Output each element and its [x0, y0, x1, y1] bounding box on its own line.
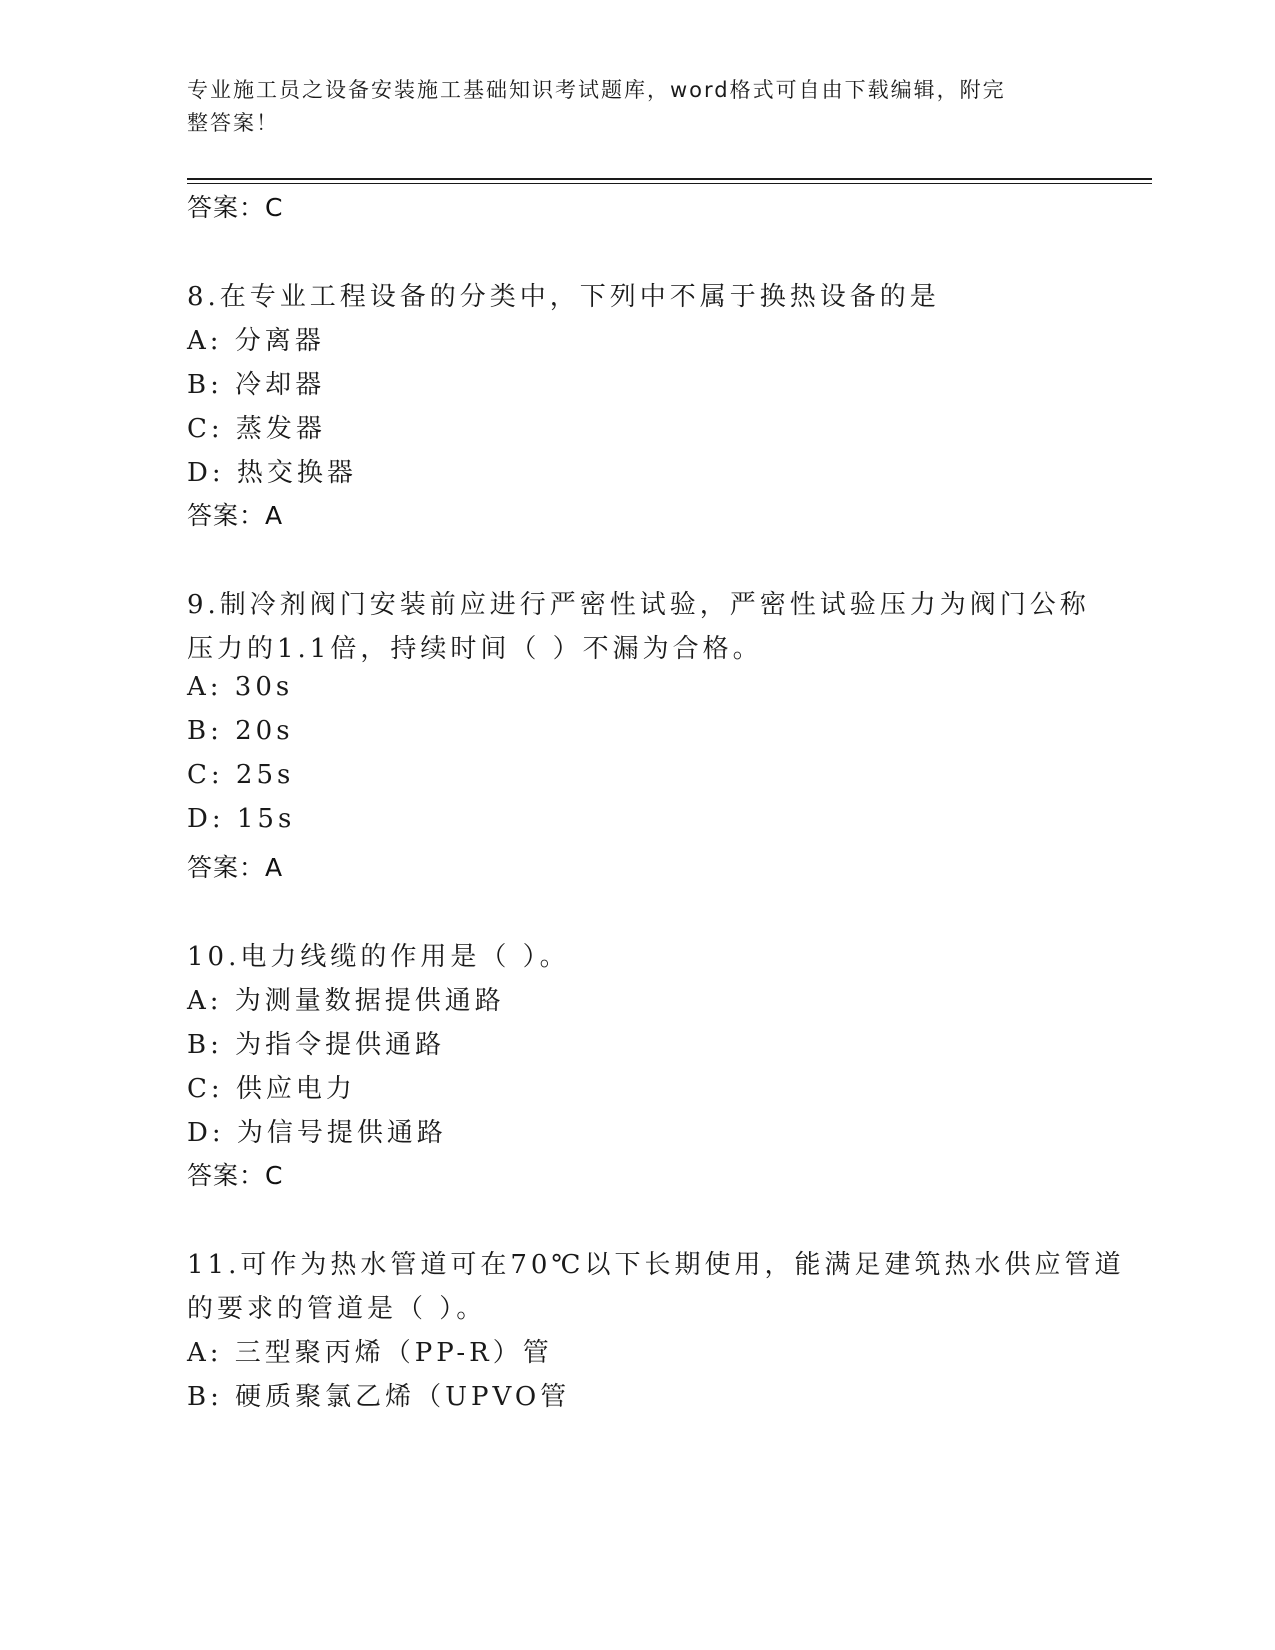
option-b: B: 冷却器 [187, 370, 326, 400]
answer-line: 答案：C [187, 1161, 284, 1190]
header-line-1: 专业施工员之设备安装施工基础知识考试题库，word格式可自由下载编辑，附完 [187, 78, 1006, 102]
question-stem: 9.制冷剂阀门安装前应进行严密性试验，严密性试验压力为阀门公称 [187, 590, 1090, 620]
header-line-2: 整答案！ [187, 111, 279, 135]
option-c: C: 蒸发器 [187, 414, 326, 444]
option-a: A: 三型聚丙烯（PP-R）管 [187, 1338, 553, 1368]
header-divider-thin [187, 183, 1152, 184]
option-a: A: 30s [187, 672, 294, 702]
option-b: B: 20s [187, 716, 294, 746]
question-stem: 11.可作为热水管道可在70℃以下长期使用，能满足建筑热水供应管道 [187, 1250, 1125, 1280]
question-stem-continued: 压力的1.1倍，持续时间（ ）不漏为合格。 [187, 634, 763, 664]
question-stem: 8.在专业工程设备的分类中，下列中不属于换热设备的是 [187, 282, 940, 312]
question-stem-continued: 的要求的管道是（ ）。 [187, 1294, 487, 1324]
answer-line: 答案：A [187, 501, 284, 530]
option-a: A: 分离器 [187, 326, 325, 356]
option-c: C: 供应电力 [187, 1074, 356, 1104]
answer-line: 答案：C [187, 193, 284, 222]
option-c: C: 25s [187, 760, 295, 790]
option-d: D: 为信号提供通路 [187, 1118, 447, 1148]
document-page [187, 0, 1152, 1650]
question-stem: 10.电力线缆的作用是（ ）。 [187, 942, 570, 972]
header-divider-thick [187, 178, 1152, 180]
answer-line: 答案：A [187, 853, 284, 882]
option-b: B: 硬质聚氯乙烯（UPVO管 [187, 1382, 571, 1412]
option-b: B: 为指令提供通路 [187, 1030, 446, 1060]
option-d: D: 15s [187, 804, 296, 834]
option-d: D: 热交换器 [187, 458, 357, 488]
document-header [187, 74, 1067, 140]
option-a: A: 为测量数据提供通路 [187, 986, 505, 1016]
